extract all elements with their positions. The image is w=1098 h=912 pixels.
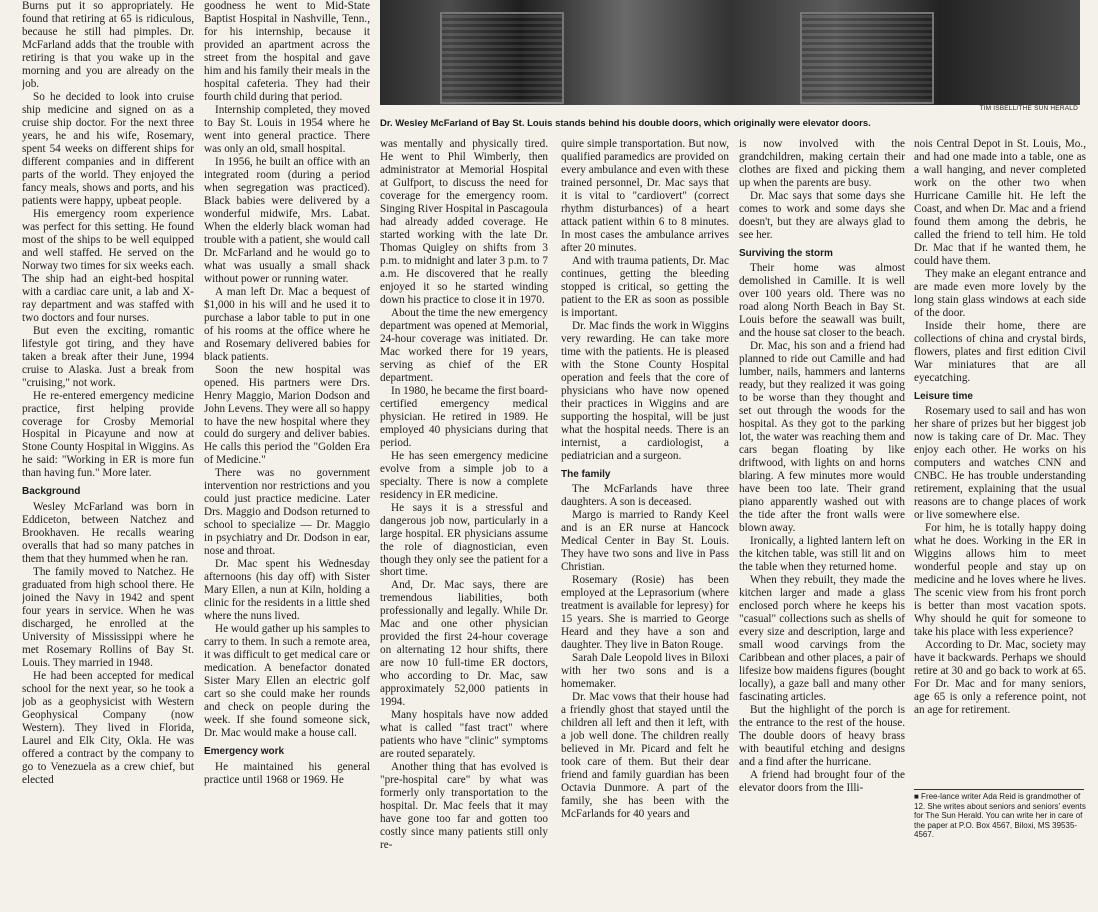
col5-paragraph: But the highlight of the porch is the entrance to the rest of the house. The double doors of heavy brass with beautiful etching and designs and a find after the hurricane.	[739, 703, 905, 768]
col2-paragraph: Dr. Mac spent his Wednesday afternoons (his day off) with Sister Mary Ellen, a nun at Kiln, holding a clinic for the residents in a little shed where the nuns lived.	[204, 558, 370, 623]
photo-caption: Dr. Wesley McFarland of Bay St. Louis stands behind his double doors, which originally were elevator doors.	[380, 118, 871, 129]
col4-paragraph: Dr. Mac finds the work in Wiggins very rewarding. He can take more time with the patients. He is pleased with the Stone County Hospital operation and feels that the core of physicians who have now opened their practices in Wiggins and are supporting the hospital, will be just what the hospital needs. There is an internist, a cardiologist, a pediatrician and a surgeon.	[561, 319, 729, 462]
author-bio: ■ Free-lance writer Ada Reid is grandmother of 12. She writes about seniors and seniors' events for The Sun Herald. You can write her in care of the paper at P.O. Box 4567, Biloxi, MS 39535-4567.	[914, 792, 1086, 840]
heading-the-family: The family	[561, 468, 611, 480]
column-2	[204, 0, 370, 905]
article-photo	[380, 0, 1080, 105]
col6-paragraph: Rosemary used to sail and has won her share of prizes but her biggest job now is taking care of Dr. Mac. They enjoy each other. He works on his computers and watches CNN and CNBC. He has trouble understanding retirement, explaining that the usual reasons are to change places of work or live somewhere else.	[914, 405, 1086, 522]
col2-paragraph: Soon the new hospital was opened. His partners were Drs. Henry Maggio, Marion Dodson and John Levens. They were all so happy to have the new hospital where they could do surgery and deliver babies. He calls this period the "Golden Era of Medicine."	[204, 363, 370, 467]
col6-paragraph: nois Central Depot in St. Louis, Mo., and had one made into a table, one as a wall hanging, and never completed work on the other two when Hurricane Camille hit. He left the Coast, and when Dr. Mac and a friend found them among the debris, he called the friend to tell him. He told Dr. Mac that if he wanted them, he could have them.	[914, 138, 1086, 267]
col4-paragraph: And with trauma patients, Dr. Mac continues, getting the bleeding stopped is critical, so getting the patient to the ER as soon as possible is important.	[561, 254, 729, 319]
col5-paragraph: Ironically, a lighted lantern left on the kitchen table, was still lit and on the table when they returned home.	[739, 535, 905, 574]
column-3	[380, 138, 548, 905]
heading-background: Background	[22, 486, 81, 498]
col6-paragraph: For him, he is totally happy doing what he does. Working in the ER in Wiggins allows him to meet wonderful people and stay up on medicine and he loves where he lives. The scenic view from his front porch is better than most vacation spots. Why should he quit for someone to take his place with less experience?	[914, 522, 1086, 639]
col6-paragraph: They make an elegant entrance and are made even more lovely by the long stain glass windows at each side of the door.	[914, 267, 1086, 319]
col5-paragraph: is now involved with the grandchildren, making certain their clothes are fixed and picking them up when the parents are busy.	[739, 138, 905, 189]
col1-paragraph: So he decided to look into cruise ship medicine and signed on as a cruise ship doctor. For the next three years, he and his wife, Rosemary, spent 54 weeks on different ships for different companies and in different parts of the world. They enjoyed the fancy meals, shows and ports, and his patients were happy, upbeat people.	[22, 90, 194, 207]
col4-paragraph: Margo is married to Randy Keel and is an ER nurse at Hancock Medical Center in Bay St. Louis. They have two sons and live in Pass Christian.	[561, 509, 729, 574]
col5-paragraph: When they rebuilt, they made the kitchen larger and made a glass enclosed porch where he keeps his "casual" collections such as shells of every size and description, large and small wood carvings from the Caribbean and other places, a pair of lifesize bow maidens figures (bought locally), a gaze ball and many other fascinating articles.	[739, 574, 905, 703]
col5-paragraph: Dr. Mac says that some days she comes to work and some days she doesn't, but they are always glad to see her.	[739, 189, 905, 241]
heading-emergency-work: Emergency work	[204, 746, 285, 758]
column-1	[22, 0, 194, 905]
col5-paragraph: Dr. Mac, his son and a friend had planned to ride out Camille and had lumber, nails, hammers and lanterns ready, but they realized it was going to be worse than they thought and set out through the woods for the hospital. As they got to the parking lot, the water was reaching them and cars began floating by like driftwood, with lights on and horns blaring. A few minutes more would have been too late. Their grand piano apparently washed out with the tide after the front walls were blown away.	[739, 340, 905, 535]
col2-paragraph: He would gather up his samples to carry to them. In such a remote area, it was difficult to get medical care or medication. A benefactor donated Sister Mary Ellen an electric golf cart so she could make her rounds and check on people during the week. If she found someone sick, Dr. Mac would make a house call.	[204, 623, 370, 740]
col3-paragraph: He has seen emergency medicine evolve from a simple job to a specialty. There is now a complete residency in ER medicine.	[380, 449, 548, 501]
col1-paragraph: But even the exciting, romantic lifestyle got tiring, and they have taken a break after their June, 1994 cruise to Alaska. Just a break from "cruising," not work.	[22, 324, 194, 389]
col1-paragraph: He had been accepted for medical school for the next year, so he took a job as a geophysicist with Western Geophysical Company (now Western). They lived in Florida, Laurel and Elk City, Okla. He was offered a contract by the company to go to Venezuela as a crew chief, but elected	[22, 669, 194, 786]
door-panel-left	[440, 12, 564, 104]
col5-paragraph: Their home was almost demolished in Camille. It is well over 100 years old. There was no road along North Beach in Bay St. Louis before the seawall was built, and the house sat closer to the beach.	[739, 262, 905, 340]
door-panel-right	[800, 12, 934, 104]
col4-paragraph: The McFarlands have three daughters. A son is deceased.	[561, 483, 729, 509]
col2-paragraph: He maintained his general practice until 1968 or 1969. He	[204, 760, 370, 786]
heading-leisure-time: Leisure time	[914, 390, 973, 402]
column-6	[914, 138, 1086, 786]
heading-surviving-the-storm: Surviving the storm	[739, 247, 833, 259]
col3-paragraph: Many hospitals have now added what is called "fast tract" where patients who have "clinic" symptoms are routed separately.	[380, 709, 548, 761]
col4-paragraph: Sarah Dale Leopold lives in Biloxi with her two sons and is a homemaker.	[561, 652, 729, 690]
bio-divider	[914, 789, 1084, 790]
col4-paragraph: Dr. Mac vows that their house had a friendly ghost that stayed until the children all left and then it left, with a job well done. The children really believed in Mr. Picard and felt he took care of them. But their dear friend and family guardian has been Octavia Dunmore. A part of the family, she has been with the McFarlands for 40 years and	[561, 690, 729, 820]
col4-paragraph: Rosemary (Rosie) has been employed at the Leprasorium (where treatment is available for lepresy) for 15 years. She is married to George Heard and they have a son and daughter. They live in Baton Rouge.	[561, 574, 729, 652]
column-4	[561, 138, 729, 905]
col1-paragraph: The family moved to Natchez. He graduated from high school there. He joined the Navy in 1942 and spent four years in service. When he was discharged, he enrolled at the University of Mississippi where he met Rosemary Rollins of Bay St. Louis. They married in 1948.	[22, 565, 194, 669]
col5-paragraph: A friend had brought four of the elevator doors from the Illi-	[739, 768, 905, 794]
col4-paragraph: quire simple transportation. But now, qualified paramedics are provided on every ambulance and even with these trained personnel, Dr. Mac says that it is vital to "cardiovert" (correct rhythm disturbances) of a heart attack patient within 6 to 8 minutes. In most cases the ambulance arrives after 20 minutes.	[561, 138, 729, 254]
col3-paragraph: was mentally and physically tired. He went to Phil Wimberly, then administrator at Memorial Hospital at Gulfport, to discuss the need for coverage for the emergency room. Singing River Hospital in Pascagoula had already added coverage. He started working with the late Dr. Thomas Quigley on shifts from 3 p.m. to midnight and later 3 p.m. to 7 a.m. He discovered that he really enjoyed it so he started winding down his practice to close it in 1970.	[380, 138, 548, 306]
col1-paragraph: He re-entered emergency medicine practice, first helping provide coverage for Crosby Memorial Hospital in Picayune and now at Stone County Hospital in Wiggins. As he said: "Working in ER is more fun than having fun." More later.	[22, 389, 194, 480]
col3-paragraph: And, Dr. Mac says, there are tremendous liabilities, both professionally and legally. While Dr. Mac and one other physician provided the first 24-hour coverage on alternating 12 hour shifts, there are now 10 full-time ER doctors, who according to Dr. Mac, saw approximately 52,000 patients in 1994.	[380, 579, 548, 709]
col3-paragraph: He says it is a stressful and dangerous job now, particularly in a large hospital. ER physicians assume the role of diagnostician, even though they only see the patient for a short time.	[380, 501, 548, 579]
col3-paragraph: About the time the new emergency department was opened at Memorial, 24-hour coverage was initiated. Dr. Mac worked there for 19 years, serving as chief of the ER department.	[380, 306, 548, 384]
col1-paragraph: His emergency room experience was perfect for this setting. He found most of the ships to be well equipped and well staffed. He served on the Norway two times for six weeks each. The ship had an eight-bed hospital with a cardiac care unit, a lab and X-ray department and was staffed with two doctors and four nurses.	[22, 207, 194, 324]
col1-paragraph: Burns put it so appropriately. He found that retiring at 65 is ridiculous, because he still had pimples. Dr. McFarland adds that the trouble with retiring is that you wake up in the morning and you are already on the job.	[22, 0, 194, 90]
col2-paragraph: goodness he went to Mid-State Baptist Hospital in Nashville, Tenn., for his internship, because it provided an apartment across the street from the hospital and gave him and his family their meals in the hospital cafeteria. They had their fourth child during that period.	[204, 0, 370, 103]
col3-paragraph: Another thing that has evolved is "pre-hospital care" by what was formerly only transportation to the hospital. Dr. Mac feels that it may have gone too far and gotten too costly since many patients still only re-	[380, 761, 548, 852]
col1-paragraph: Wesley McFarland was born in Eddiceton, between Natchez and Brookhaven. He recalls wearing overalls that had so many patches in them that they hummed when he ran.	[22, 501, 194, 565]
col3-paragraph: In 1980, he became the first board-certified emergency medical physician. He retired in 1989. He employed 40 physicians during that period.	[380, 384, 548, 449]
col2-paragraph: Internship completed, they moved to Bay St. Louis in 1954 where he went into general practice. There was only an old, small hospital.	[204, 103, 370, 155]
col6-paragraph: Inside their home, there are collections of china and crystal birds, flowers, plates and first edition Civil War miniatures that are all eyecatching.	[914, 319, 1086, 384]
photo-credit: TIM ISBELL/THE SUN HERALD	[979, 105, 1078, 112]
col2-paragraph: There was no government intervention nor restrictions and you could just practice medicine. Later Drs. Maggio and Dodson returned to school to specialize — Dr. Maggio in psychiatry and Dr. Dodson in ear, nose and throat.	[204, 467, 370, 558]
column-5	[739, 138, 905, 905]
col2-paragraph: A man left Dr. Mac a bequest of $1,000 in his will and he used it to purchase a labor table to put in one of his rooms at the office where he and Rosemary delivered babies for black patients.	[204, 285, 370, 363]
col2-paragraph: In 1956, he built an office with an integrated room (during a period when segregation was practiced). Black babies were delivered by a wonderful midwife, Mrs. Labat. When the elderly black woman had trouble with a patient, she would call Dr. McFarland and he would go to what was usually a small shack without power or running water.	[204, 155, 370, 285]
col6-paragraph: According to Dr. Mac, society may have it backwards. Perhaps we should retire at 30 and go back to work at 65. For Dr. Mac and for many seniors, age 65 is only a reference point, not an age for retirement.	[914, 639, 1086, 716]
